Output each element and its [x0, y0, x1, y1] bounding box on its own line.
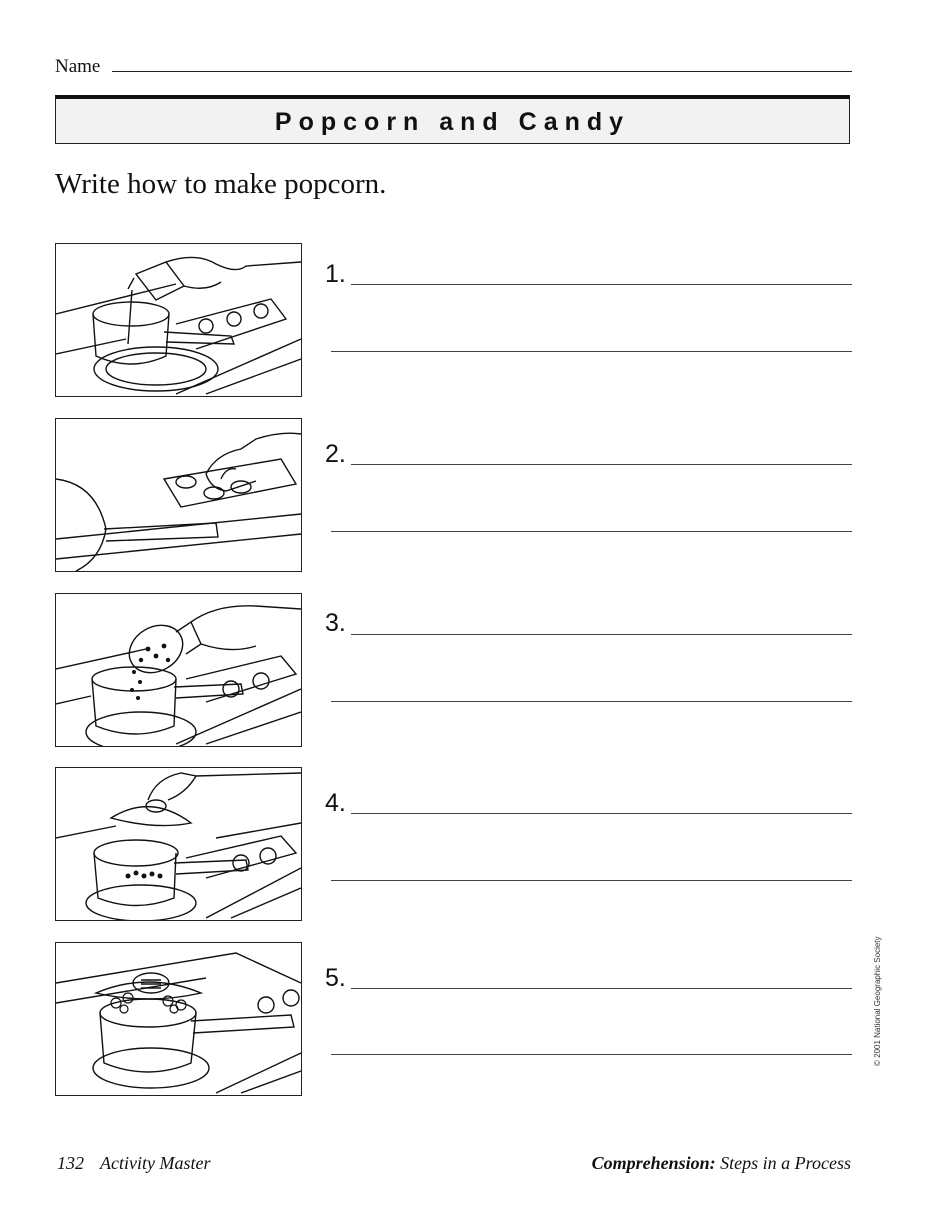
page-title: Popcorn and Candy: [274, 108, 631, 136]
name-row: [55, 54, 852, 78]
title-banner: [55, 95, 850, 144]
step-number: 4.: [325, 789, 346, 817]
answer-line[interactable]: [331, 701, 852, 702]
pour-kernels-illustration: [55, 593, 302, 747]
step-1: [55, 243, 852, 399]
section-label: Activity Master: [100, 1153, 211, 1173]
step-number: 1.: [325, 260, 346, 288]
answer-line[interactable]: [351, 284, 852, 285]
name-label: Name: [55, 56, 101, 77]
step-2: [55, 418, 852, 574]
answer-line[interactable]: [351, 634, 852, 635]
pour-oil-into-pot-illustration: [55, 243, 302, 397]
answer-line[interactable]: [331, 351, 852, 352]
turn-on-stove-illustration: [55, 418, 302, 572]
answer-line[interactable]: [331, 1054, 852, 1055]
copyright-notice: © 2001 National Geographic Society: [873, 936, 882, 1066]
answer-line[interactable]: [351, 813, 852, 814]
page-number: 132: [57, 1153, 84, 1173]
answer-line[interactable]: [351, 988, 852, 989]
answer-line[interactable]: [331, 531, 852, 532]
footer-right: [592, 1153, 851, 1174]
name-write-line[interactable]: [112, 71, 852, 72]
popcorn-popping-illustration: [55, 942, 302, 1096]
step-number: 5.: [325, 964, 346, 992]
skill-label: Comprehension:: [591, 1153, 716, 1173]
step-5: [55, 942, 852, 1098]
put-lid-on-pot-illustration: [55, 767, 302, 921]
step-number: 3.: [325, 609, 346, 637]
instruction-text: Write how to make popcorn.: [55, 168, 387, 200]
step-3: [55, 593, 852, 749]
step-number: 2.: [325, 440, 346, 468]
answer-line[interactable]: [351, 464, 852, 465]
step-4: [55, 767, 852, 923]
answer-line[interactable]: [331, 880, 852, 881]
footer-left: [57, 1153, 210, 1174]
skill-topic: Steps in a Process: [720, 1153, 851, 1173]
